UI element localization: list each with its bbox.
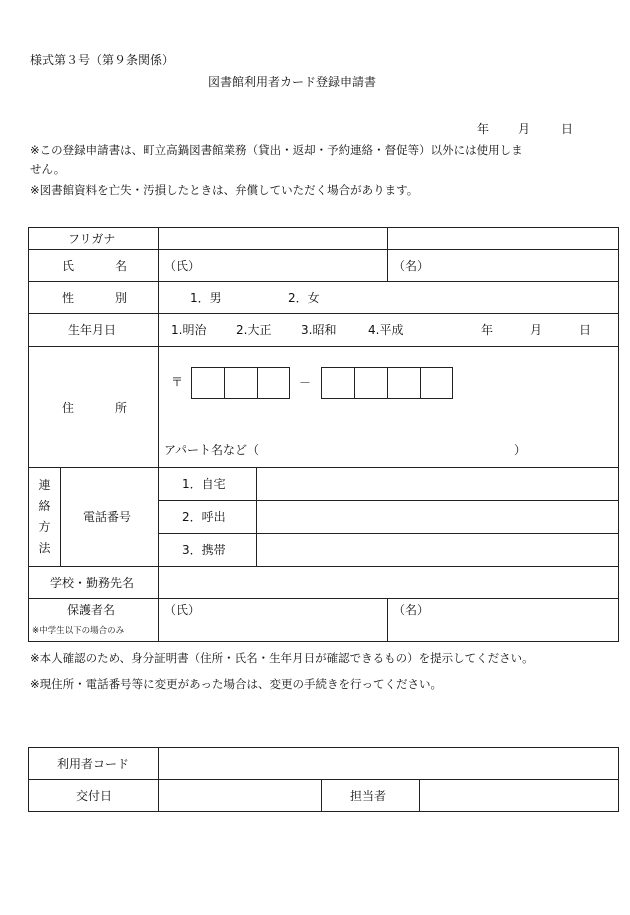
date-day-label: 日	[561, 122, 574, 136]
sex-label-char1: 性	[62, 291, 75, 305]
note-usage-line1: ※この登録申請書は、町立高鍋図書館業務（貸出・返却・予約連絡・督促等）以外には使用しま	[30, 143, 523, 157]
furigana-surname-field[interactable]	[159, 228, 387, 249]
note-id-verification: ※本人確認のため、身分証明書（住所・氏名・生年月日が確認できるもの）を提示してください。	[30, 651, 534, 665]
phone-call-field[interactable]	[257, 501, 618, 533]
given-name-prefix: （名）	[393, 259, 430, 273]
apartment-close-paren: ）	[514, 443, 527, 457]
note-usage-line2: せん。	[30, 162, 66, 176]
era-option-showa[interactable]: 3.昭和	[301, 323, 337, 337]
phone-home-field[interactable]	[257, 468, 618, 500]
contact-char-4: 法	[38, 541, 51, 555]
era-option-meiji[interactable]: 1.明治	[171, 323, 207, 337]
contact-char-3: 方	[38, 520, 51, 534]
postal-mark-icon: 〒	[171, 375, 184, 389]
phone-home-label: 1．自宅	[182, 477, 226, 491]
contact-char-1: 連	[38, 478, 51, 492]
note-compensation: ※図書館資料を亡失・汚損したときは、弁償していただく場合があります。	[30, 183, 419, 197]
apartment-label: アパート名など（	[164, 443, 260, 457]
era-option-heisei[interactable]: 4.平成	[368, 323, 404, 337]
sex-option-male[interactable]: 1．男	[190, 291, 222, 305]
postal-digit-1[interactable]	[192, 368, 224, 398]
guardian-given-prefix: （名）	[393, 603, 430, 617]
user-code-field[interactable]	[159, 748, 618, 779]
birth-day-label: 日	[579, 323, 592, 337]
address-field[interactable]	[162, 404, 612, 434]
contact-method-label	[29, 475, 60, 559]
staff-field[interactable]	[420, 780, 618, 811]
postal-digit-2[interactable]	[225, 368, 257, 398]
apartment-field[interactable]	[262, 439, 510, 461]
given-name-field[interactable]	[430, 252, 616, 280]
name-label-char2: 名	[115, 259, 128, 273]
school-workplace-label: 学校・勤務先名	[50, 576, 135, 590]
postal-digit-7[interactable]	[421, 368, 452, 398]
page-title: 図書館利用者カード登録申請書	[208, 75, 377, 89]
guardian-note: ※中学生以下の場合のみ	[32, 626, 125, 636]
guardian-surname-field[interactable]	[200, 600, 385, 640]
phone-mobile-field[interactable]	[257, 534, 618, 566]
address-label-char1: 住	[62, 401, 75, 415]
sex-label-char2: 別	[115, 291, 128, 305]
form-number: 様式第３号（第９条関係）	[30, 53, 175, 67]
postal-digit-4[interactable]	[322, 368, 354, 398]
sex-option-female[interactable]: 2．女	[288, 291, 320, 305]
phone-number-label: 電話番号	[83, 510, 132, 524]
issue-date-label: 交付日	[76, 789, 113, 803]
name-label-char1: 氏	[62, 259, 75, 273]
user-code-label: 利用者コード	[57, 757, 130, 771]
date-year-label: 年	[477, 122, 490, 136]
furigana-given-field[interactable]	[388, 228, 618, 249]
postal-digit-6[interactable]	[388, 368, 420, 398]
date-month-label: 月	[518, 122, 531, 136]
postal-dash: －	[299, 376, 312, 390]
birth-date-label: 生年月日	[68, 323, 117, 337]
postal-digit-5[interactable]	[355, 368, 387, 398]
era-option-taisho[interactable]: 2.大正	[236, 323, 272, 337]
guardian-surname-prefix: （氏）	[164, 603, 201, 617]
surname-prefix: （氏）	[164, 259, 201, 273]
guardian-given-field[interactable]	[430, 600, 616, 640]
phone-call-label: 2．呼出	[182, 510, 226, 524]
guardian-label: 保護者名	[67, 603, 116, 617]
contact-char-2: 絡	[38, 499, 51, 513]
staff-label: 担当者	[350, 789, 387, 803]
birth-month-label: 月	[530, 323, 543, 337]
birth-year-label: 年	[481, 323, 494, 337]
surname-field[interactable]	[200, 252, 385, 280]
school-workplace-field[interactable]	[159, 567, 618, 598]
note-address-change: ※現住所・電話番号等に変更があった場合は、変更の手続きを行ってください。	[30, 677, 443, 691]
phone-mobile-label: 3．携帯	[182, 543, 226, 557]
address-label-char2: 所	[115, 401, 128, 415]
issue-date-field[interactable]	[159, 780, 321, 811]
postal-digit-3[interactable]	[258, 368, 289, 398]
furigana-label: フリガナ	[68, 232, 116, 246]
